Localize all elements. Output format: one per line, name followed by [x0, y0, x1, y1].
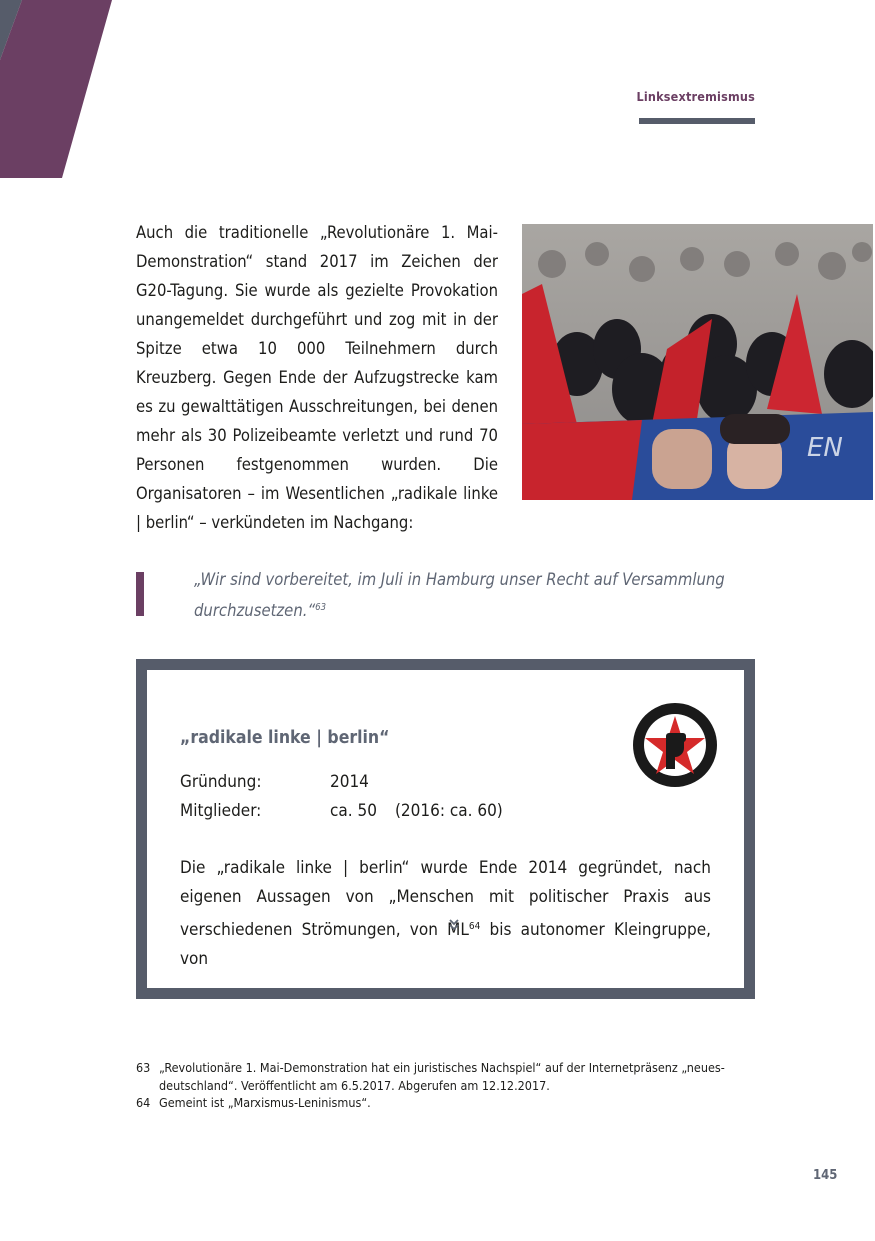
- info-footnote-ref: 64: [468, 921, 481, 932]
- quote-text: „Wir sind vorbereitet, im Juli in Hamburg unser Recht auf Versammlung durchzusetzen.“: [194, 570, 725, 620]
- demonstration-photo: [522, 224, 873, 500]
- footnote: [136, 1094, 756, 1112]
- footnote-number: 63: [136, 1060, 151, 1075]
- chevron-double-down-icon[interactable]: [447, 918, 461, 932]
- info-text-part1: Die „radikale linke | berlin“ wurde Ende 2014 gegründet, nach eigenen Aussagen von „Menschen mit politischer Praxis aus verschiedenen Strömungen, von ML: [180, 858, 711, 940]
- members-previous: (2016: ca. 60): [394, 801, 503, 821]
- body-paragraph: [136, 218, 498, 537]
- founded-label: Gründung:: [180, 772, 262, 792]
- paragraph-text: Auch die traditionelle „Revolutionäre 1. Mai-Demonstration“ stand 2017 im Zeichen der G20-Tagung. Sie wurde als gezielte Provokation unangemeldet durchgeführt und zog mit in der Spitze etwa 10 000 Teilnehmern durch Kreuzberg. Gegen Ende der Aufzugstrecke kam es zu gewalttätigen Ausschreitungen, bei denen mehr als 30 Polizeibeamte verletzt und rund 70 Personen festgenommen wurden. Die Organisatoren – im Wesentlichen „radikale linke | berlin“ – verkündeten im Nachgang:: [136, 223, 498, 532]
- svg-text:EN: EN: [807, 433, 843, 463]
- header-bar: [639, 118, 755, 124]
- quote-footnote-ref: 63: [315, 602, 327, 613]
- founded-row: [180, 772, 369, 792]
- members-label: Mitglieder:: [180, 801, 262, 821]
- footnote-number: 64: [136, 1095, 151, 1110]
- corner-decoration: [0, 0, 115, 180]
- founded-value: 2014: [330, 772, 369, 792]
- footnotes: [136, 1059, 756, 1112]
- page-number: 145: [813, 1168, 838, 1183]
- quote: [194, 566, 760, 625]
- info-text-part2: bis autonomer Kleingruppe, von: [180, 920, 711, 969]
- info-box-title: „radikale linke | berlin“: [180, 728, 390, 748]
- members-value: ca. 50: [330, 801, 377, 821]
- footnote-text: „Revolutionäre 1. Mai-Demonstration hat ein juristisches Nachspiel“ auf der Internetpräsenz „neues-deutschland“. Veröffentlicht am 6.5.2017. Abgerufen am 12.12.2017.: [159, 1060, 725, 1093]
- members-row: [180, 801, 503, 821]
- quote-accent-bar: [136, 572, 144, 616]
- info-box-text: [180, 854, 711, 974]
- footnote-text: Gemeint ist „Marxismus-Leninismus“.: [159, 1095, 371, 1110]
- radikale-linke-logo: [630, 700, 720, 790]
- footnote: [136, 1059, 756, 1094]
- section-title: Linksextremismus: [636, 89, 755, 104]
- info-box: [136, 659, 755, 999]
